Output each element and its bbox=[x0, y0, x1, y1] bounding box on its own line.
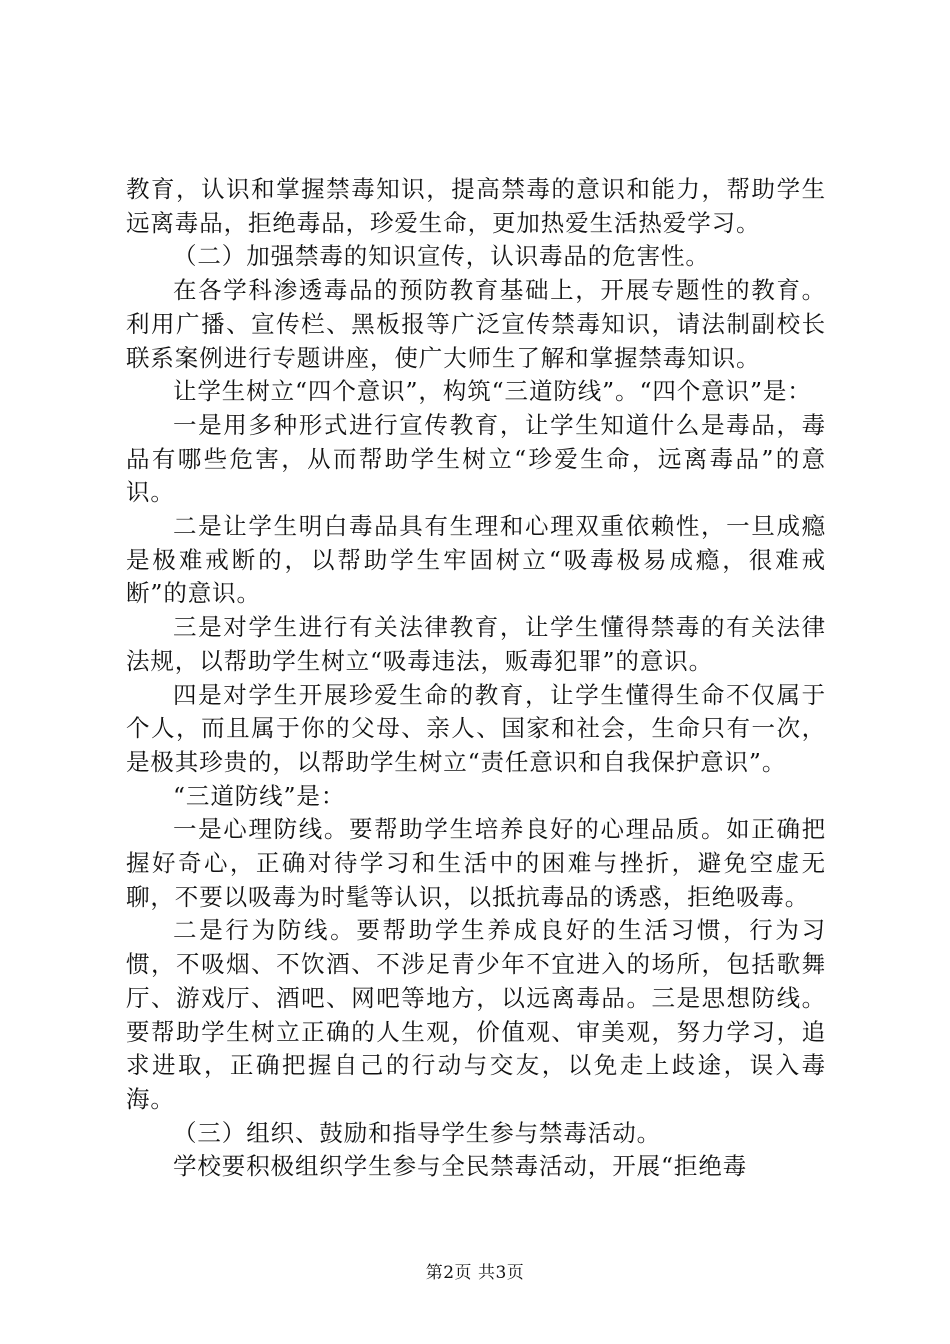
paragraph-13: 学校要积极组织学生参与全民禁毒活动，开展“拒绝毒 bbox=[173, 1152, 748, 1181]
paragraph-11: 二是行为防线。要帮助学生养成良好的生活习惯，行为习惯，不吸烟、不饮酒、不涉足青少年不宜进入的场所，包括歌舞厅、游戏厅、酒吧、网吧等地方，以远离毒品。三是思想防线。要帮助学生树立正确的人生观，价值观、审美观，努力学习，追求进取，正确把握自己的行动与交友，以免走上歧途，误入毒海。 bbox=[126, 916, 826, 1113]
document-body bbox=[126, 173, 826, 1184]
paragraph-1: 教育，认识和掌握禁毒知识，提高禁毒的意识和能力，帮助学生远离毒品，拒绝毒品，珍爱生命，更加热爱生活热爱学习。 bbox=[126, 175, 826, 237]
paragraph-7: 三是对学生进行有关法律教育，让学生懂得禁毒的有关法律法规，以帮助学生树立“吸毒违法，贩毒犯罪”的意识。 bbox=[126, 613, 826, 675]
section-heading-2: （二）加强禁毒的知识宣传，认识毒品的危害性。 bbox=[173, 242, 710, 271]
paragraph-10: 一是心理防线。要帮助学生培养良好的心理品质。如正确把握好奇心，正确对待学习和生活中的困难与挫折，避免空虚无聊，不要以吸毒为时髦等认识，以抵抗毒品的诱惑，拒绝吸毒。 bbox=[126, 815, 826, 911]
section-heading-3: （三）组织、鼓励和指导学生参与禁毒活动。 bbox=[173, 1118, 661, 1147]
paragraph-8: 四是对学生开展珍爱生命的教育，让学生懂得生命不仅属于个人，而且属于你的父母、亲人、国家和社会，生命只有一次，是极其珍贵的，以帮助学生树立“责任意识和自我保护意识”。 bbox=[126, 680, 826, 776]
page-number-footer: 第2页 共3页 bbox=[425, 1263, 525, 1283]
paragraph-3: 在各学科渗透毒品的预防教育基础上，开展专题性的教育。利用广播、宣传栏、黑板报等广泛宣传禁毒知识，请法制副校长联系案例进行专题讲座，使广大师生了解和掌握禁毒知识。 bbox=[126, 276, 826, 372]
paragraph-6: 二是让学生明白毒品具有生理和心理双重依赖性，一旦成瘾是极难戒断的，以帮助学生牢固树立“吸毒极易成瘾，很难戒断”的意识。 bbox=[126, 512, 826, 608]
paragraph-9: “三道防线”是： bbox=[173, 781, 346, 810]
paragraph-5: 一是用多种形式进行宣传教育，让学生知道什么是毒品，毒品有哪些危害，从而帮助学生树立“珍爱生命，远离毒品”的意识。 bbox=[126, 410, 826, 507]
paragraph-4: 让学生树立“四个意识”，构筑“三道防线”。“四个意识”是： bbox=[173, 377, 812, 406]
